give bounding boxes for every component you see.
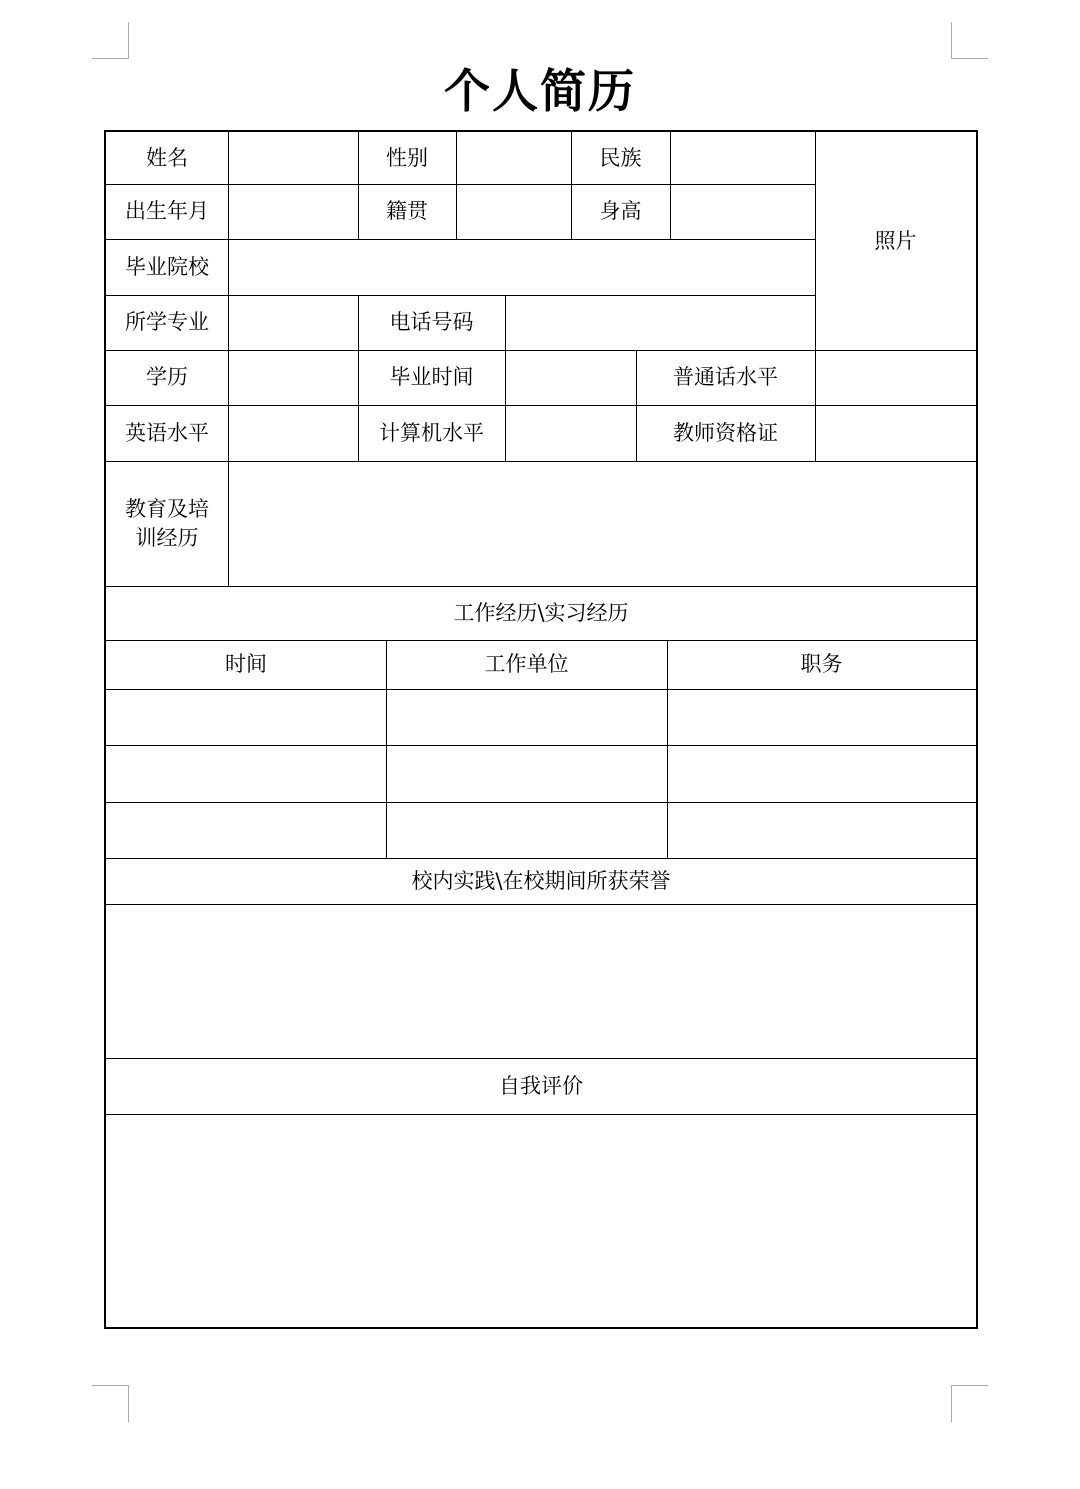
work-row-1-position[interactable] <box>668 690 976 745</box>
native-place-label: 籍贯 <box>386 199 428 223</box>
name-field[interactable] <box>229 132 358 184</box>
birth-field[interactable] <box>229 185 358 239</box>
honors-field[interactable] <box>106 905 976 1058</box>
crop-mark-bottom-right-v <box>951 1385 952 1422</box>
training-field[interactable] <box>229 462 976 586</box>
height-label: 身高 <box>599 199 642 223</box>
school-label: 毕业院校 <box>125 254 209 279</box>
english-label: 英语水平 <box>125 420 209 445</box>
work-row-3-position[interactable] <box>668 803 976 858</box>
native-place-field[interactable] <box>457 185 571 239</box>
training-label-line2: 训经历 <box>135 525 199 550</box>
page-title: 个人简历 <box>444 64 636 118</box>
self-eval-field[interactable] <box>106 1115 976 1327</box>
work-col-unit: 工作单位 <box>484 652 569 676</box>
teacher-cert-field[interactable] <box>816 406 976 461</box>
education-label: 学历 <box>146 365 188 389</box>
self-eval-section-title: 自我评价 <box>499 1073 583 1098</box>
graduation-field[interactable] <box>506 351 636 405</box>
education-field[interactable] <box>229 351 358 405</box>
computer-label: 计算机水平 <box>379 420 484 445</box>
work-row-1-unit[interactable] <box>387 690 667 745</box>
work-col-time: 时间 <box>225 652 267 676</box>
computer-field[interactable] <box>506 406 636 461</box>
work-row-1-time[interactable] <box>106 690 386 745</box>
mandarin-label: 普通话水平 <box>673 365 778 389</box>
school-field[interactable] <box>229 240 815 295</box>
resume-table <box>104 130 978 1329</box>
work-row-2-unit[interactable] <box>387 746 667 802</box>
ethnicity-label: 民族 <box>599 145 642 170</box>
graduation-label: 毕业时间 <box>389 365 474 389</box>
mandarin-field[interactable] <box>816 351 976 405</box>
major-label: 所学专业 <box>125 310 209 334</box>
training-label <box>106 461 228 586</box>
work-section-title: 工作经历\实习经历 <box>453 600 629 625</box>
name-label: 姓名 <box>146 145 188 170</box>
teacher-cert-label: 教师资格证 <box>673 420 778 445</box>
work-col-position: 职务 <box>800 652 843 676</box>
crop-mark-bottom-right-h <box>951 1385 988 1386</box>
phone-label: 电话号码 <box>389 310 474 334</box>
english-field[interactable] <box>229 406 358 461</box>
ethnicity-field[interactable] <box>671 132 815 184</box>
crop-mark-bottom-left-v <box>128 1385 129 1422</box>
phone-field[interactable] <box>506 296 815 350</box>
crop-mark-top-right-v <box>951 22 952 59</box>
work-row-2-position[interactable] <box>668 746 976 802</box>
photo-box[interactable]: 照片 <box>874 228 917 253</box>
birth-label: 出生年月 <box>125 199 209 223</box>
crop-mark-top-left-v <box>128 22 129 59</box>
gender-label: 性别 <box>386 145 428 170</box>
honors-section-title: 校内实践\在校期间所获荣誉 <box>411 868 671 893</box>
gender-field[interactable] <box>457 132 571 184</box>
height-field[interactable] <box>671 185 815 239</box>
work-row-3-time[interactable] <box>106 803 386 858</box>
crop-mark-bottom-left-h <box>92 1385 129 1386</box>
training-label-line1: 教育及培 <box>125 496 209 521</box>
work-row-2-time[interactable] <box>106 746 386 802</box>
work-row-3-unit[interactable] <box>387 803 667 858</box>
major-field[interactable] <box>229 296 358 350</box>
